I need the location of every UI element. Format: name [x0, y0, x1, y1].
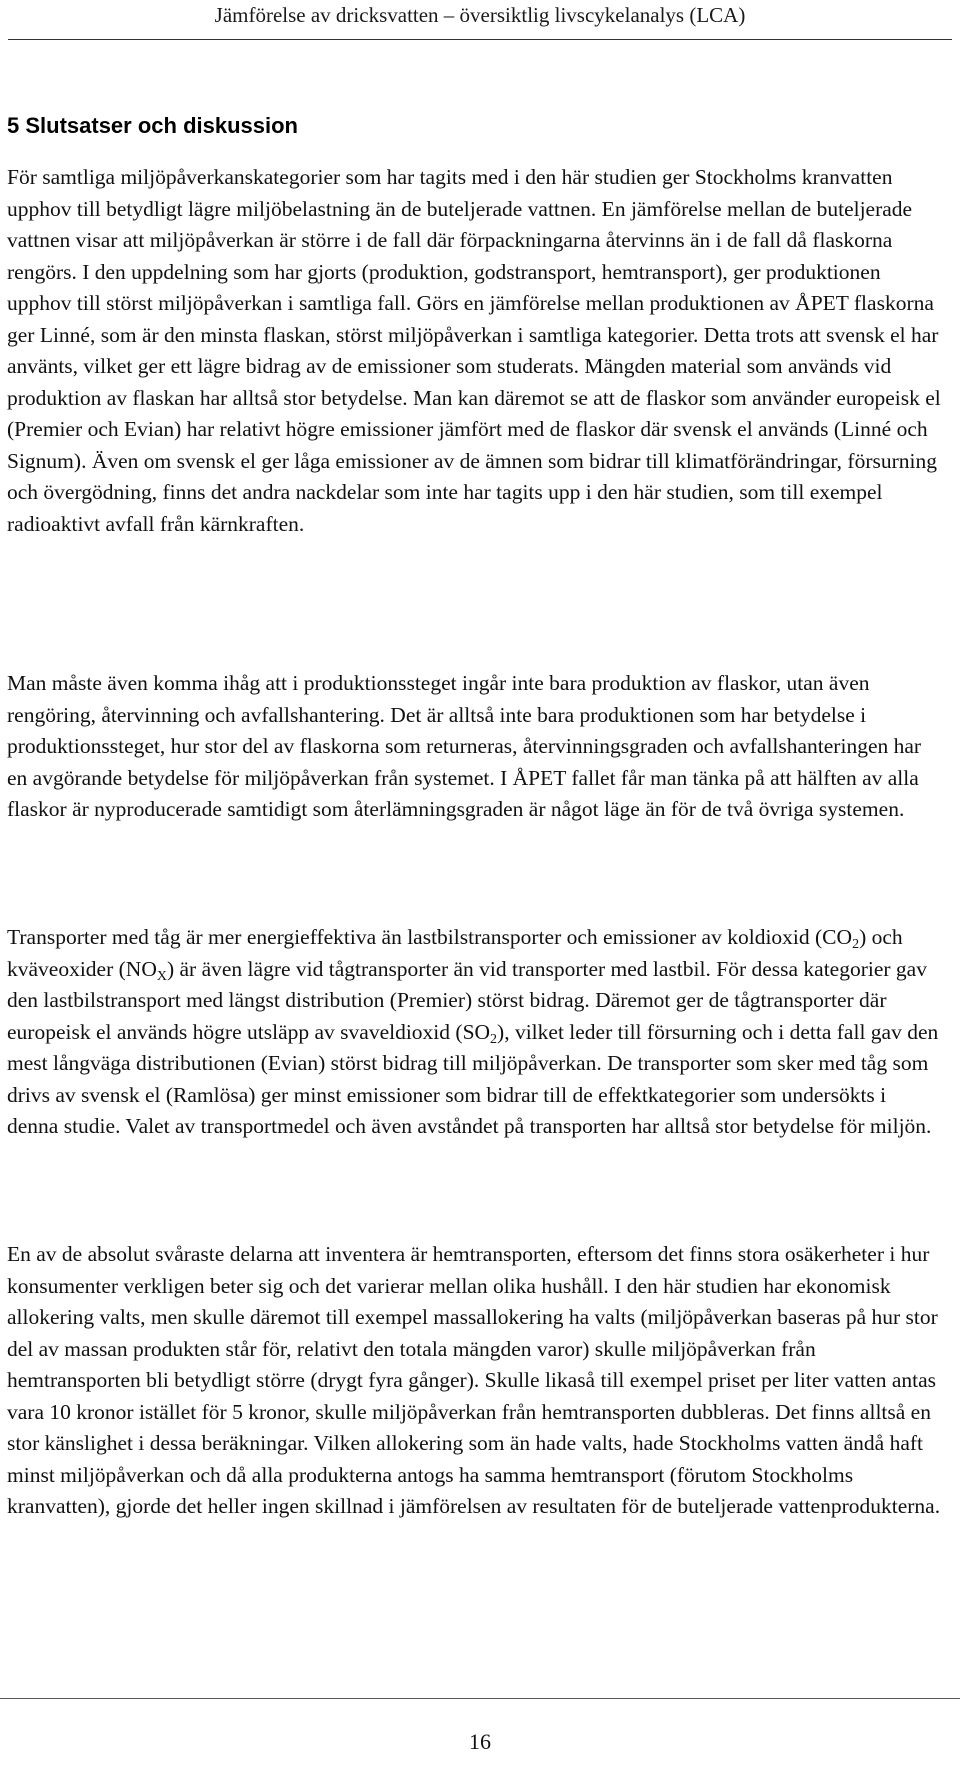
header-divider [8, 39, 952, 40]
text-run: ), vilket leder till försurning och i detta fall gav den mest långväga distributionen (Evian) störst bidrag till miljöpåverkan. De transporter som sker med tåg som drivs av svensk el (Ramlösa) ger minst emissioner som bidrar till de effektkategorier som undersökts i denna studie. Valet av transportmedel och även avståndet på transporten har alltså stor betydelse för miljön. [7, 1019, 939, 1138]
running-header: Jämförelse av dricksvatten – översiktlig livscykelanalys (LCA) [214, 3, 746, 27]
paragraph-conclusions: För samtliga miljöpåverkanskategorier som har tagits med i den här studien ger Stockholms kranvatten upphov till betydligt lägre miljöbelastning än de buteljerade vattnen. En jämförelse mellan de buteljerade vattnen visar att miljöpåverkan är större i de fall där förpackningarna återvinns än i de fall då flaskorna rengörs. I den uppdelning som har gjorts (produktion, godstransport, hemtransport), ger produktionen upphov till störst miljöpåverkan i samtliga fall. Görs en jämförelse mellan produktionen av ÅPET flaskorna ger Linné, som är den minsta flaskan, störst miljöpåverkan i samtliga kategorier. Detta trots att svensk el har använts, vilket ger ett lägre bidrag av de emissioner som studerats. Mängden material som används vid produktion av flaskan har alltså stor betydelse. Man kan däremot se att de flaskor som använder europeisk el (Premier och Evian) har relativt högre emissioner jämfört med de flaskor där svensk el används (Linné och Signum). Även om svensk el ger låga emissioner av de ämnen som bidrar till klimatförändringar, försurning och övergödning, finns det andra nackdelar som inte har tagits upp i den här studien, som till exempel radioaktivt avfall från kärnkraften. [7, 165, 941, 536]
paragraph-home-transport: En av de absolut svåraste delarna att inventera är hemtransporten, eftersom det finns stora osäkerheter i hur konsumenter verkligen beter sig och det varierar mellan olika hushåll. I den här studien har ekonomisk allokering valts, men skulle däremot till exempel massallokering ha valts (miljöpåverkan baseras på hur stor del av massan produkten står för, relativt den totala mängden varor) skulle miljöpåverkan från hemtransporten bli betydligt större (drygt fyra gånger). Skulle likaså till exempel priset per liter vatten antas vara 10 kronor istället för 5 kronor, skulle miljöpåverkan från hemtransporten dubbleras. Det finns alltså en stor känslighet i dessa beräkningar. Vilken allokering som än hade valts, hade Stockholms vatten ändå haft minst miljöpåverkan och då alla produkterna antogs ha samma hemtransport (förutom Stockholms kranvatten), gjorde det heller ingen skillnad i jämförelsen av resultaten för de buteljerade vattenprodukterna. [7, 1242, 941, 1518]
text-run: Transporter med tåg är mer energieffektiva än lastbilstransporter och emissioner av koldioxid (CO [7, 925, 853, 949]
section-heading: 5 Slutsatser och diskussion [7, 113, 298, 138]
paragraph-production-step: Man måste även komma ihåg att i produktionssteget ingår inte bara produktion av flaskor, utan även rengöring, återvinning och avfallshantering. Det är alltså inte bara produktionen som har betydelse i produktionssteget, hur stor del av flaskorna som returneras, återvinningsgraden och avfallshanteringen har en avgörande betydelse för miljöpåverkan från systemet. I ÅPET fallet får man tänka på att hälften av alla flaskor är nyproducerade samtidigt som återlämningsgraden är något läge än för de två övriga systemen. [7, 671, 922, 821]
page-number: 16 [469, 1729, 491, 1754]
subscript: 2 [490, 1031, 498, 1047]
paragraph-transport [7, 922, 942, 1143]
subscript: X [156, 968, 167, 984]
footer-divider [0, 1698, 960, 1699]
text-run: ) och kväveoxider (NO [7, 925, 903, 981]
text-run: ) är även lägre vid tågtransporter än vid transporter med lastbil. För dessa kategorier gav den lastbilstransport med längst distribution (Premier) störst bidrag. Däremot ger de tågtransporter där europeisk el används högre utsläpp av svaveldioxid (SO [7, 956, 927, 1044]
subscript: 2 [852, 937, 860, 952]
